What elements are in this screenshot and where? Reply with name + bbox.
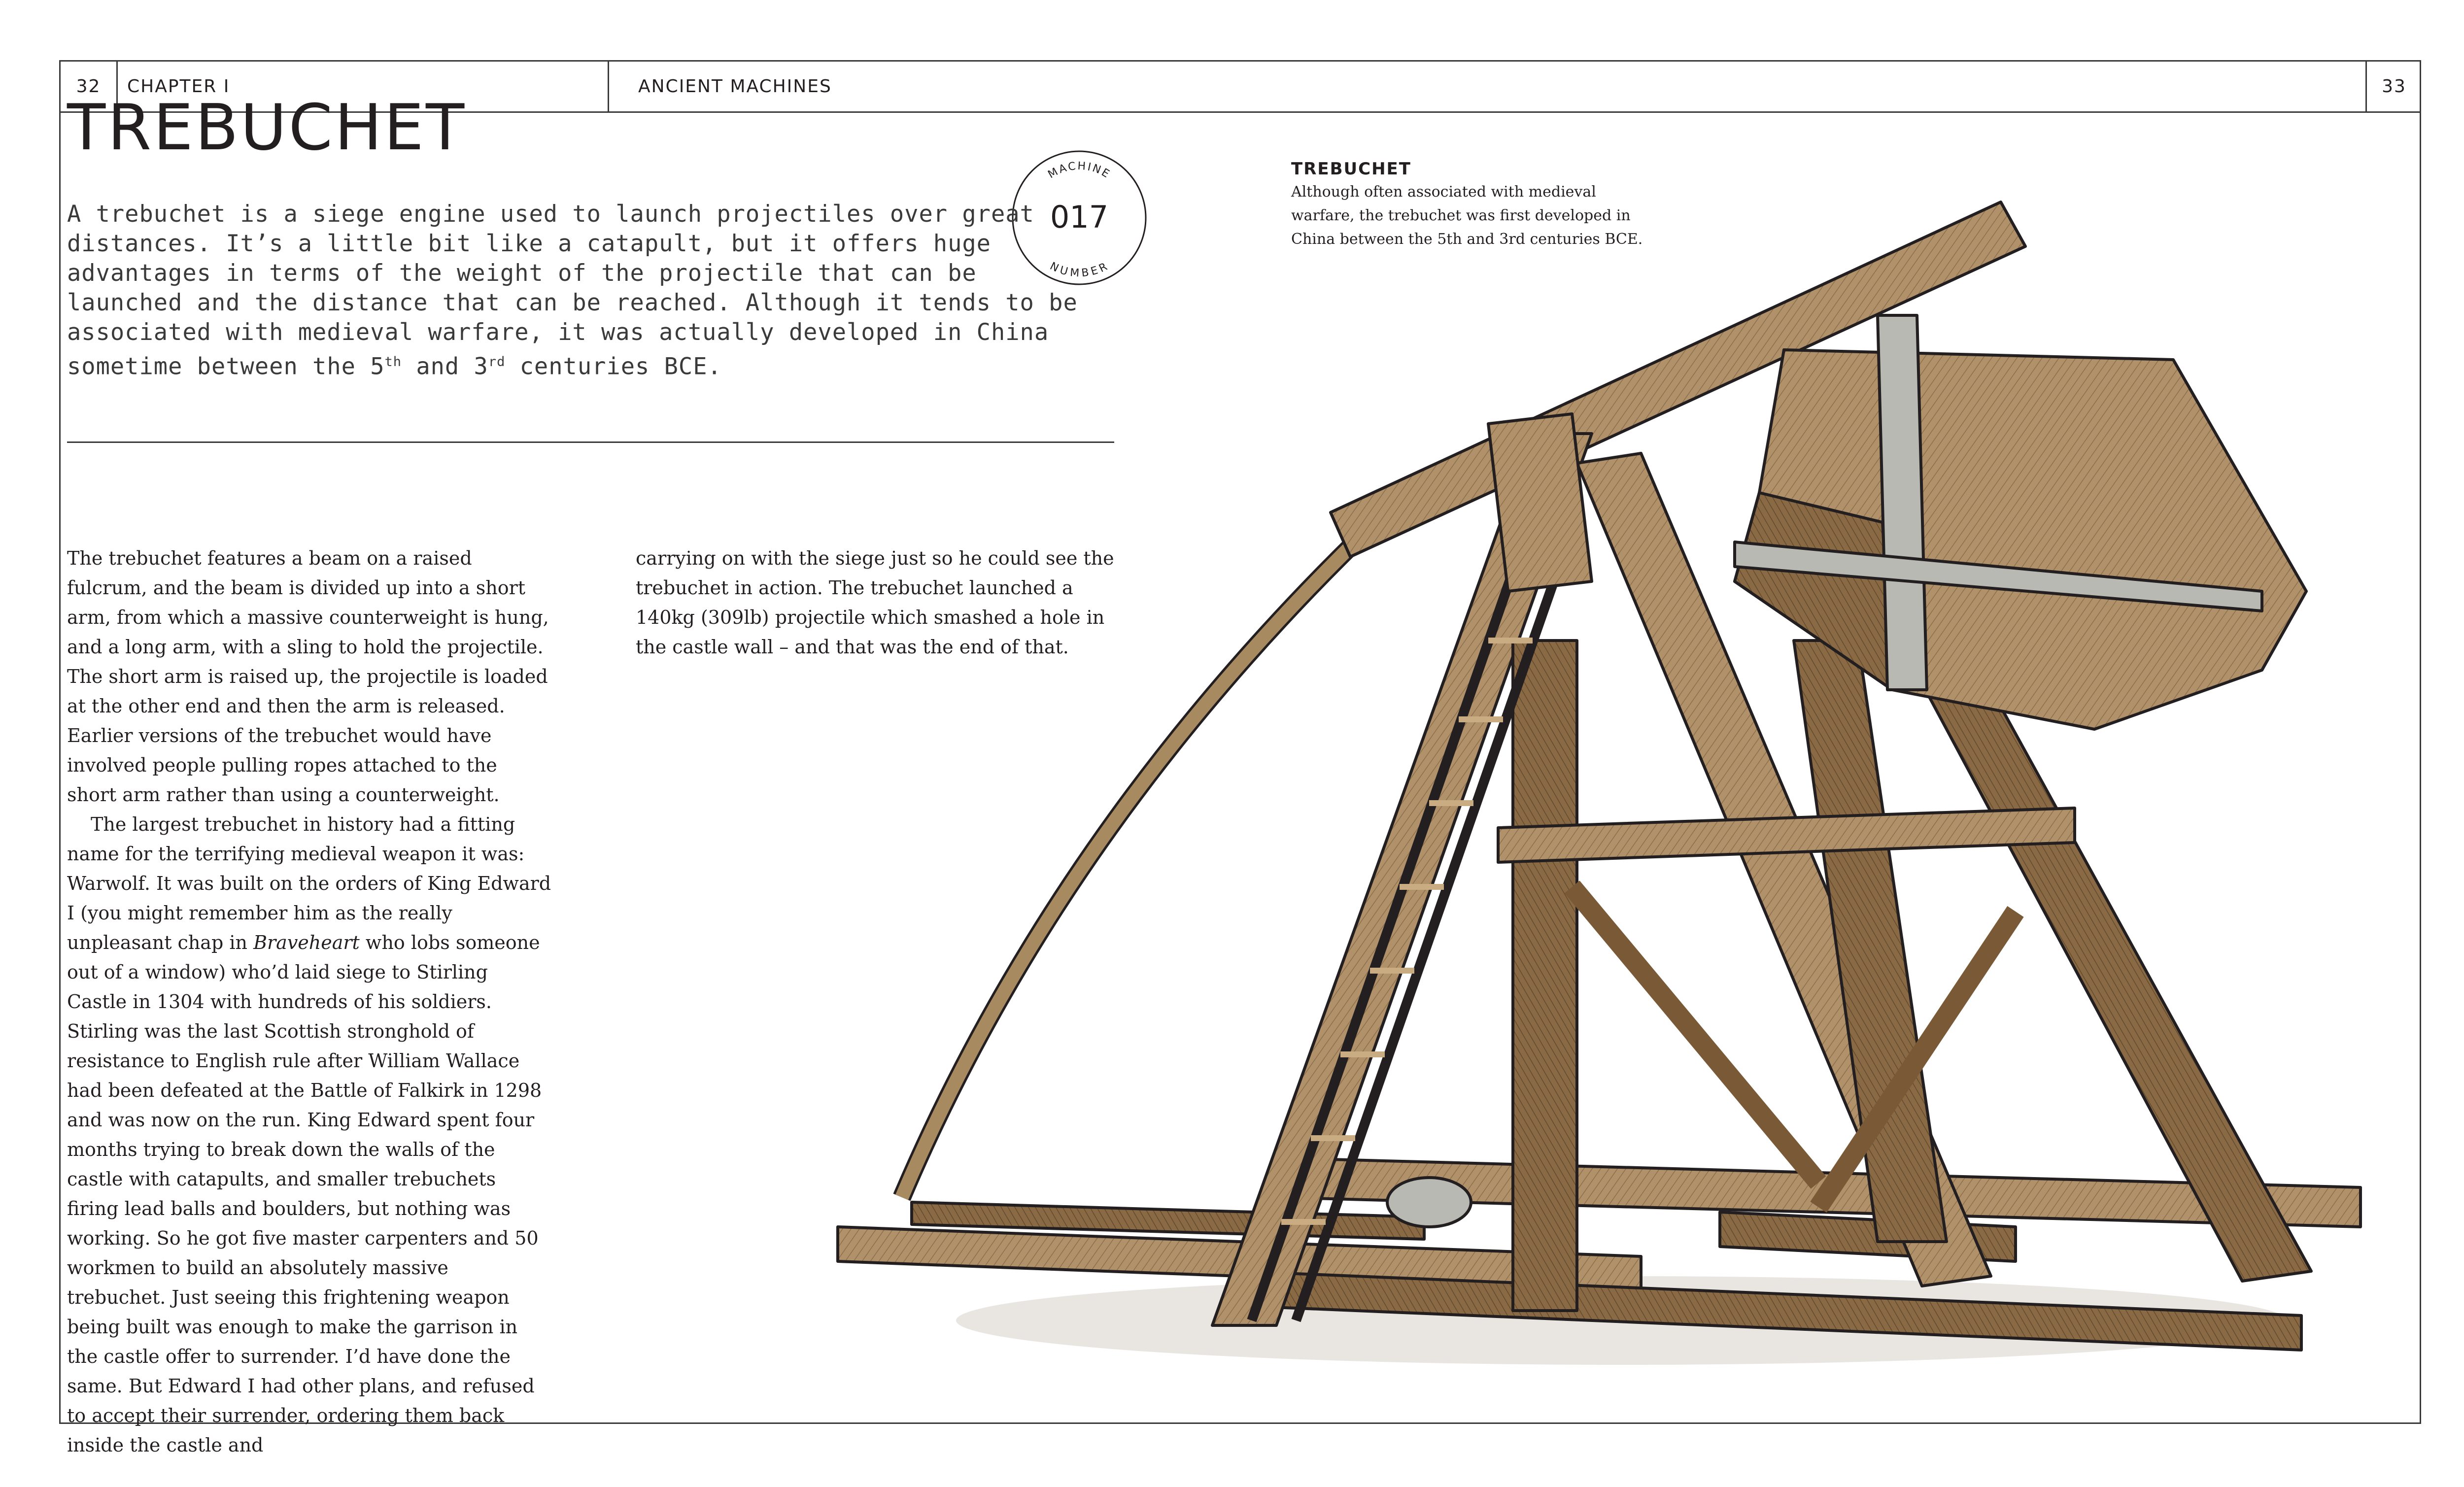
body-paragraph-2: [67, 810, 552, 1460]
page-title: TREBUCHET: [67, 91, 467, 165]
caption-text: Although often associated with medieval warfare, the trebuchet was first developed in China between the 5th and 3rd centuries BCE.: [1291, 183, 1643, 248]
right-page-number: 33: [2365, 62, 2421, 111]
intro-text-1: A trebuchet is a siege engine used to launch projectiles over great distances. It’s a little bit like a catapult, but it offers huge advantages in terms of the weight of the projectile that can be launched and the distance that can be reached. Although it tends to be associated with medieval warfare, it was actually developed in China sometime between the 5: [67, 201, 1078, 380]
left-page-number: 32: [61, 62, 118, 111]
body-paragraph-3: carrying on with the siege just so he could see the trebuchet in action. The trebuchet launched a 140kg (309lb) projectile which smashed a hole in the castle wall – and that was the end of that.: [636, 547, 1114, 658]
badge-bottom-label: NUMBER: [1048, 260, 1111, 280]
body-paragraph-2-end: who lobs someone out of a window) who’d laid siege to Stirling Castle in 1304 with hundreds of his soldiers. Stirling was the last Scottish stronghold of resistance to English rule after William Wallace had been defeated at the Battle of Falkirk in 1298 and was now on the run. King Edward spent four months trying to break down the walls of the castle with catapults, and smaller trebuchets firing lead balls and boulders, but nothing was working. So he got five master carpenters and 50 workmen to build an absolutely massive trebuchet. Just seeing this frightening weapon being built was enough to make the garrison in the castle offer to surrender. I’d have done the same. But Edward I had other plans, and refused to accept their surrender, ordering them back inside the castle and: [67, 932, 542, 1456]
body-paragraph-1: The trebuchet features a beam on a raised fulcrum, and the beam is divided up into a short arm, from which a massive counterweight is hung, and a long arm, with a sling to hold the projectile. The short arm is raised up, the projectile is loaded at the other end and then the arm is released. Earlier versions of the trebuchet would have involved people pulling ropes attached to the short arm rather than using a counterweight.: [67, 547, 549, 806]
chapter-label: CHAPTER I: [116, 62, 609, 111]
caption-title: TREBUCHET: [1291, 159, 1411, 179]
machine-number: 017: [1050, 199, 1109, 235]
badge-top-label: MACHINE: [1046, 160, 1113, 181]
body-column-left: [67, 543, 552, 1460]
illustration-caption: [1291, 158, 1646, 251]
intro-sup-2: rd: [488, 354, 506, 370]
body-paragraph-2-start: The largest trebuchet in history had a fitting name for the terrifying medieval weapon it was: Warwolf. It was built on the orders of King Edward I (you might remember him as the really unpleasant chap in: [67, 813, 551, 953]
intro-sup-1: th: [384, 354, 402, 370]
intro-text-3: centuries BCE.: [505, 353, 722, 380]
section-label: ANCIENT MACHINES: [638, 76, 832, 97]
intro-text-2: and 3: [402, 353, 488, 380]
trebuchet-illustration: [833, 148, 2380, 1380]
film-title: Braveheart: [253, 932, 360, 953]
